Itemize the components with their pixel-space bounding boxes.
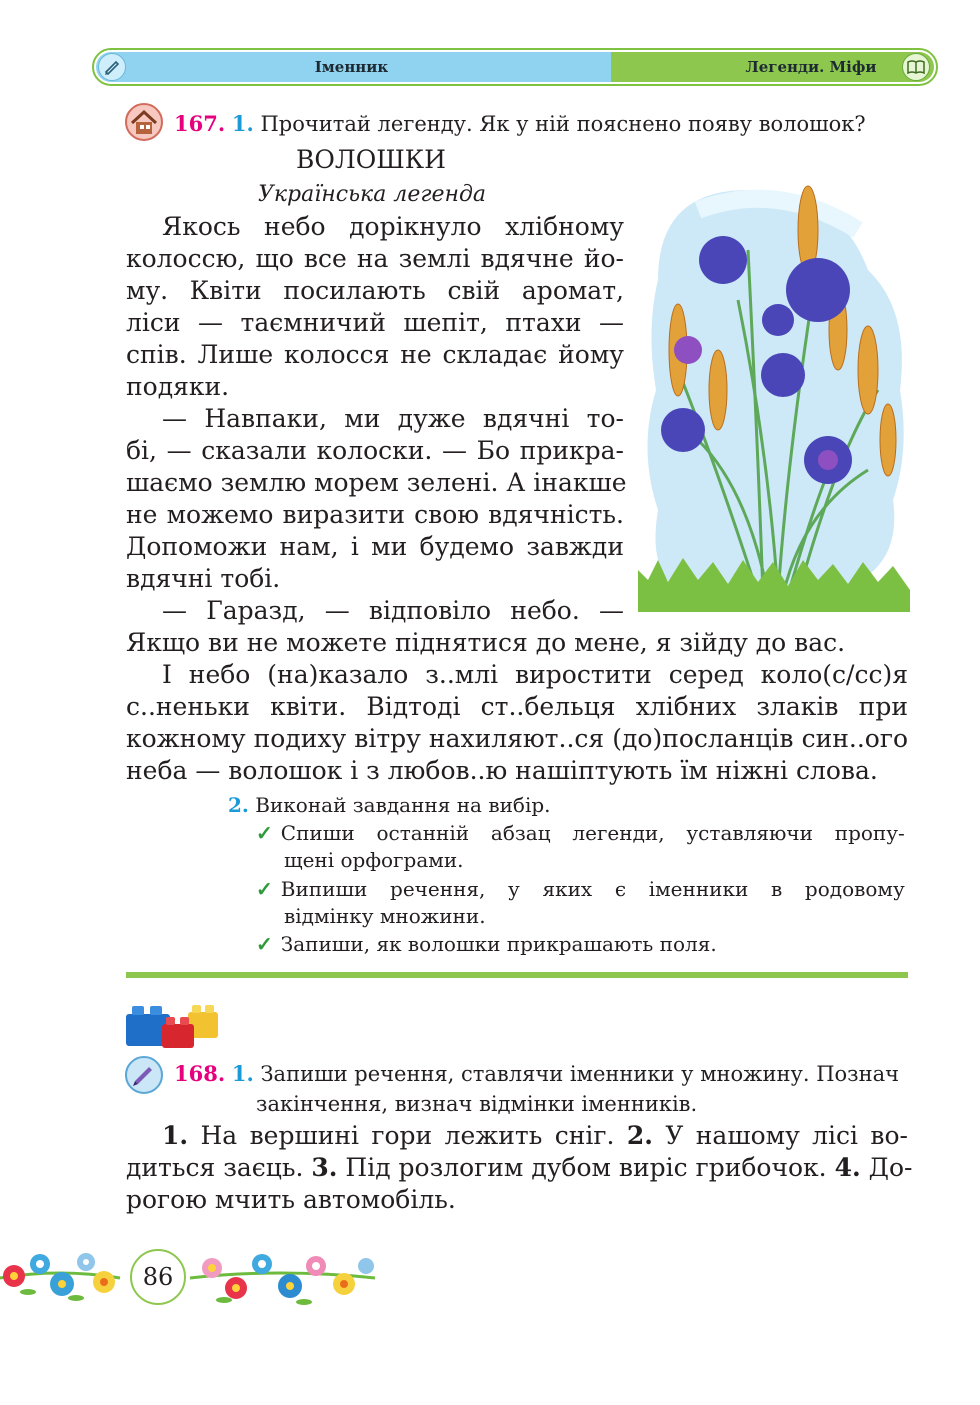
checkmark-icon: ✓ [256,877,273,901]
legend-line: Допоможи нам, і ми будемо завжди [126,532,624,561]
legend-title: ВОЛОШКИ [296,145,446,174]
writing-icon [124,1055,164,1095]
sentence-number: 4. [834,1153,861,1182]
legend-line: ліси — таємничий шепіт, птахи — [126,308,624,337]
option-text-continued: відмінку множини. [284,904,486,928]
legend-line: му. Квіти посилають свій аромат, [126,276,624,305]
legend-line: спів. Лише колосся не складає йому [126,340,624,369]
option-text: Запиши, як волошки прикрашають поля. [280,932,717,956]
legend-line: бі, — сказали колоски. — Бо прикра- [126,436,624,465]
option-item [256,876,908,903]
sentence-text: До- [860,1153,913,1182]
legend-line: вдячні тобі. [126,564,281,593]
sentence-number: 3. [311,1153,338,1182]
sentence-number: 2. [626,1121,653,1150]
option-text-continued: щені орфограми. [284,848,464,872]
legend-line: шаємо землю морем зелені. А інакше [126,468,627,497]
flower-border [0,1238,380,1318]
book-icon [902,53,930,81]
sentence-text: У нашому лісі во- [652,1121,908,1150]
house-icon [124,102,164,142]
page-number: 86 [130,1249,186,1305]
checkmark-icon: ✓ [256,932,273,956]
subtask-number: 1. [231,111,254,136]
legend-line: колоссю, що все на землі вдячне йо- [126,244,624,273]
header-topic-title: Легенди. Міфи [745,58,877,76]
exercise-167-header [174,108,866,140]
exercise-number: 168. [174,1061,226,1086]
header-section-title: Іменник [314,58,389,76]
legend-subtitle: Українська легенда [258,182,487,207]
legend-line: не можемо виразити свою вдячність. [126,500,624,529]
legend-line: Якщо ви не можете піднятися до мене, я зійду до вас. [126,628,846,657]
page-header [92,48,938,86]
section-divider [126,972,908,978]
exercise-number: 167. [174,111,226,136]
exercise-instruction: Запиши речення, ставлячи іменники у множину. Познач [260,1062,899,1086]
exercise-instruction: Прочитай легенду. Як у ній пояснено появу волошок? [260,112,866,136]
blocks-icon [124,1000,224,1052]
option-text: Випиши речення, у яких є іменники в родовому [280,877,905,901]
option-text: Спиши останній абзац легенди, уставляючи пропу- [280,821,905,845]
sentence-text: диться заєць. [126,1153,312,1182]
sentence-text: Під розлогим дубом виріс грибочок. [337,1153,835,1182]
sentence-line: рогою мчить автомобіль. [126,1185,456,1214]
exercise-instruction-continued: закінчення, визнач відмінки іменників. [256,1092,698,1116]
checkmark-icon: ✓ [256,821,273,845]
legend-line: подяки. [126,372,230,401]
task-2-text: Виконай завдання на вибір. [255,793,551,817]
exercise-168-header [174,1059,899,1089]
sentence-line [126,1152,913,1184]
task-2 [228,792,551,819]
sentence-line [162,1120,908,1152]
legend-line: — Гаразд, — відповіло небо. — [162,596,624,625]
sentence-text: На вершині гори лежить сніг. [188,1121,627,1150]
legend-line: — Навпаки, ми дуже вдячні то- [162,404,624,433]
subtask-number: 1. [231,1061,254,1086]
sentence-number: 1. [162,1121,189,1150]
option-item [256,820,908,847]
cornflower-illustration [638,150,910,612]
legend-line: неба — волошок і з любов..ю нашіптують їм ніжні слова. [126,756,878,785]
legend-line: І небо (на)казало з..млі виростити серед коло(с/сс)я [162,660,908,689]
legend-line: Якось небо дорікнуло хлібному [162,212,624,241]
subtask-number: 2. [228,793,249,817]
legend-line: с..неньки квіти. Відтоді ст..бельця хлібних злаків при [126,692,908,721]
option-item [256,931,717,958]
legend-line: кожному подиху вітру нахиляют..ся (до)посланців син..ого [126,724,908,753]
